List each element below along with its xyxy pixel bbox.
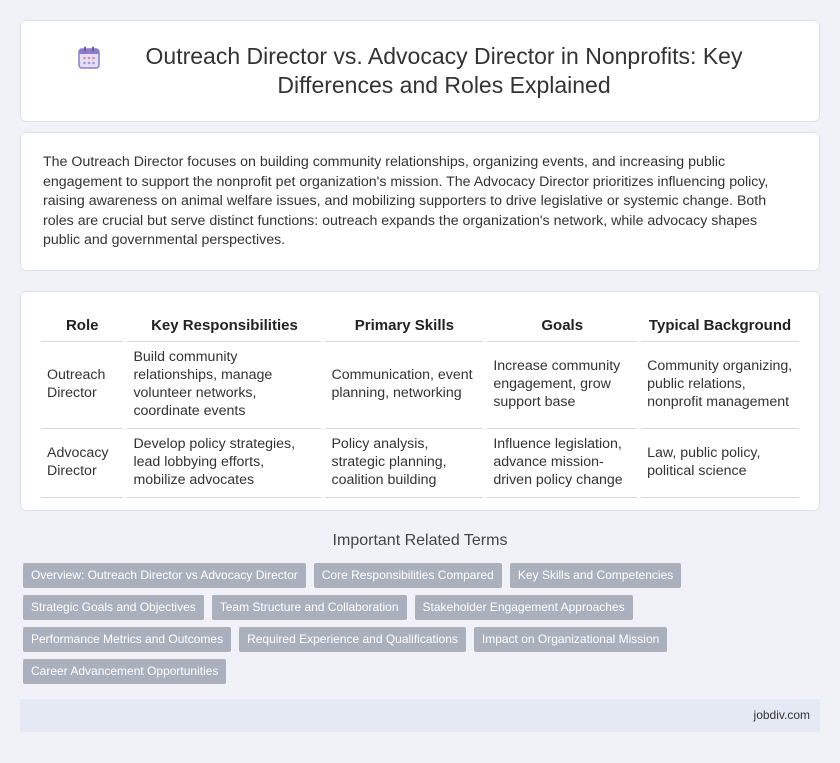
table-cell: Law, public policy, political science: [641, 429, 799, 498]
table-row: [41, 429, 799, 498]
header-typical-background: Typical Background: [641, 312, 799, 342]
table-card: [20, 291, 820, 511]
related-terms-heading: Important Related Terms: [332, 532, 508, 549]
comparison-table: [37, 312, 803, 498]
related-term-tag[interactable]: Required Experience and Qualifications: [239, 627, 466, 652]
table-cell: Build community relationships, manage volunteer networks, coordinate events: [127, 342, 321, 429]
footer: [20, 699, 820, 732]
footer-site-link[interactable]: jobdiv.com: [753, 708, 810, 722]
title-card: [20, 20, 820, 122]
page-title: Outreach Director vs. Advocacy Director in Nonprofits: Key Differences and Roles Explained: [145, 43, 743, 98]
table-cell: Increase community engagement, grow support base: [487, 342, 637, 429]
table-cell: Develop policy strategies, lead lobbying efforts, mobilize advocates: [127, 429, 321, 498]
related-term-tag[interactable]: Performance Metrics and Outcomes: [23, 627, 231, 652]
related-term-tag[interactable]: Team Structure and Collaboration: [212, 595, 407, 620]
table-cell: Advocacy Director: [41, 429, 123, 498]
related-term-tag[interactable]: Overview: Outreach Director vs Advocacy Director: [23, 563, 306, 588]
calendar-icon: [76, 45, 102, 71]
related-term-tag[interactable]: Stakeholder Engagement Approaches: [415, 595, 633, 620]
table-row: [41, 342, 799, 429]
related-term-tag[interactable]: Core Responsibilities Compared: [314, 563, 502, 588]
related-term-tag[interactable]: Strategic Goals and Objectives: [23, 595, 204, 620]
related-terms-section: [0, 532, 840, 550]
intro-card: [20, 132, 820, 271]
table-cell: Influence legislation, advance mission-driven policy change: [487, 429, 637, 498]
table-cell: Community organizing, public relations, nonprofit management: [641, 342, 799, 429]
table-cell: Policy analysis, strategic planning, coalition building: [325, 429, 483, 498]
header-goals: Goals: [487, 312, 637, 342]
related-term-tag[interactable]: Impact on Organizational Mission: [474, 627, 667, 652]
table-cell: Communication, event planning, networking: [325, 342, 483, 429]
related-terms-tags: [23, 563, 823, 691]
related-term-tag[interactable]: Career Advancement Opportunities: [23, 659, 226, 684]
header-key-responsibilities: Key Responsibilities: [127, 312, 321, 342]
table-cell: Outreach Director: [41, 342, 123, 429]
intro-paragraph: The Outreach Director focuses on building community relationships, organizing events, and increasing public engagement to support the nonprofit pet organization's mission. The Advocacy Director prioritizes influencing policy, raising awareness on animal welfare issues, and mobilizing supporters to drive legislative or systemic change. Both roles are crucial but serve distinct functions: outreach expands the organization's network, while advocacy shapes public and governmental perspectives.: [43, 154, 769, 249]
header-role: Role: [41, 312, 123, 342]
table-header-row: [41, 312, 799, 342]
related-term-tag[interactable]: Key Skills and Competencies: [510, 563, 681, 588]
header-primary-skills: Primary Skills: [325, 312, 483, 342]
